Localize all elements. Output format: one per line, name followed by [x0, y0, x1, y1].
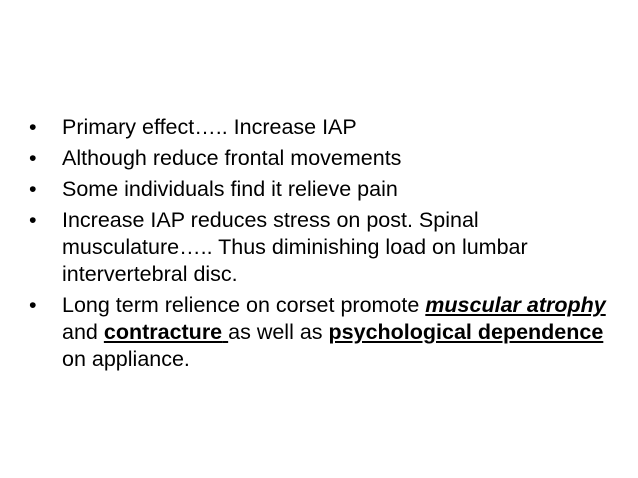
bullet-dot-icon: • [29, 293, 37, 317]
bullet-text: Increase IAP reduces stress on post. Spinal musculature….. Thus diminishing load on lumbar intervertebral disc. [62, 208, 528, 286]
underline-term-psychological-dependence [329, 320, 604, 344]
bullet-item-4 [28, 207, 628, 288]
bullet-dot-icon: • [29, 208, 37, 232]
bullet-dot-icon: • [29, 146, 37, 170]
bullet-item-2 [28, 145, 628, 172]
bullet-text-as-well-as: as well as [228, 320, 329, 344]
bullet-item-1 [28, 114, 628, 141]
bullet-dot-icon: • [29, 177, 37, 201]
bullet-text: Some individuals find it relieve pain [62, 177, 398, 201]
term-muscular-atrophy: muscular atrophy [425, 293, 606, 317]
underline-term-contracture [104, 320, 228, 344]
bullet-list [28, 114, 628, 377]
bullet-text-tail: on appliance. [62, 347, 190, 371]
term-psychological-dependence: psychological dependence [328, 320, 604, 344]
bullet-text: Although reduce frontal movements [62, 146, 402, 170]
bullet-item-3 [28, 176, 628, 203]
bullet-text-and: and [62, 320, 104, 344]
underline-term-muscular-atrophy [425, 293, 605, 317]
bullet-dot-icon: • [29, 115, 37, 139]
bullet-text-intro: Long term relience on corset promote [62, 293, 426, 317]
bullet-text: Primary effect….. Increase IAP [62, 115, 357, 139]
bullet-item-5 [28, 292, 628, 373]
term-contracture: contracture [103, 320, 223, 344]
